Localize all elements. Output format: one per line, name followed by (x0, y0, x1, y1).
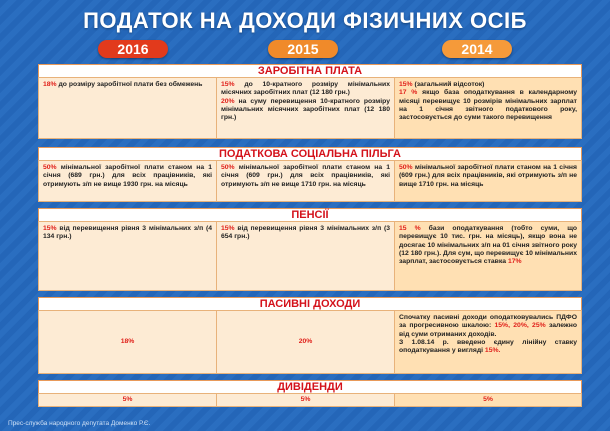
salary-2015 (217, 78, 395, 138)
benefit-2014 (395, 161, 581, 201)
year-badge-2015: 2015 (268, 40, 338, 58)
salary-2014-text-2: якщо база оподаткування в календарному місяці перевищує 10 розмірів мінімальних зарплат на 1 січня звітного податкового року, застосовується до суми такого перевищення (399, 89, 577, 122)
dividends-2015-rate: 5% (300, 395, 311, 403)
pensions-2014-rate-1: 15 % (399, 225, 421, 232)
section-passive-income-body (38, 310, 582, 374)
dividends-2016 (39, 394, 217, 406)
salary-2016-text: до розміру заробітної плати без обмежень (56, 81, 203, 88)
salary-2016 (39, 78, 217, 138)
pensions-2016 (39, 222, 217, 290)
passive-2014-text-2: залежно від суми отриманих доходів. (399, 322, 578, 338)
passive-2014-text-1: Спочатку пасивні доходи оподатковувались ПДФО за прогресивною шкалою: (399, 314, 577, 330)
pensions-2015 (217, 222, 395, 290)
pensions-2014 (395, 222, 581, 290)
benefit-2016-rate: 50% (43, 164, 57, 171)
passive-2015 (217, 311, 395, 373)
salary-2014-rate-2: 17 % (399, 89, 418, 97)
benefit-2015 (217, 161, 395, 201)
dividends-2014-rate: 5% (483, 395, 493, 403)
benefit-2014-text: мінімальної заробітної плати станом на 1 січня (609 грн.) для всіх працівників, які отримують з/п не вище 1710 грн. на місяць (399, 164, 577, 188)
benefit-2014-rate: 50% (399, 164, 413, 171)
pensions-2015-rate: 15% (221, 225, 235, 232)
passive-2014-rate-3: 15%. (484, 347, 501, 355)
passive-2014-text-3: З 1.08.14 р. введено єдину лінійну ставку оподаткування у вигляді (399, 338, 577, 355)
salary-2014 (395, 78, 581, 138)
salary-2014-rate-1: 15% (399, 81, 413, 88)
year-badge-2014: 2014 (442, 40, 512, 58)
pensions-2015-text: від перевищення рівня 3 мінімальних з/п (3 654 грн.) (221, 225, 390, 241)
salary-2016-rate: 18% (43, 81, 57, 88)
passive-2015-rate: 20% (298, 337, 313, 345)
footer-credit: Прес-служба народного депутата Доменко Р.Є. (8, 420, 151, 427)
pensions-2014-text: бази оподаткування (тобто суми, що перевищує 10 тис. грн. на місяць), якщо вона не досягає 10 мінімальних з/п на 01 січня звітного року (12 180 грн.). Для сум, що перевищує 10 мінімальних зарплат, застосовується ставка (399, 225, 577, 266)
benefit-2015-rate: 50% (221, 164, 235, 171)
dividends-2015 (217, 394, 395, 406)
section-salary-title: ЗАРОБІТНА ПЛАТА (38, 64, 582, 78)
pensions-2016-text: від перевищення рівня 3 мінімальних з/п (4 134 грн.) (43, 225, 212, 241)
section-pensions-title: ПЕНСІЇ (38, 208, 582, 222)
pensions-2016-rate: 15% (43, 225, 57, 232)
section-dividends-title: ДИВІДЕНДИ (38, 380, 582, 394)
section-salary-body (38, 77, 582, 139)
benefit-2015-text: мінімальної заробітної плати станом на 1 січня (609 грн.) для всіх працівників, які отримують з/п не вище 1710 грн. на місяць (221, 164, 390, 188)
benefit-2016 (39, 161, 217, 201)
salary-2015-text-2: на суму перевищення 10-кратного розміру мінімальних місячних заробітних плат (12 180 грн.) (221, 97, 390, 122)
passive-2014 (395, 311, 581, 373)
passive-2016 (39, 311, 217, 373)
section-tax-benefit-body (38, 160, 582, 202)
pensions-2014-rate-2: 17% (507, 258, 522, 266)
dividends-2016-rate: 5% (122, 395, 133, 403)
salary-2014-text-1: (загальний відсоток) (412, 81, 485, 88)
year-badge-2016: 2016 (98, 40, 168, 58)
salary-2015-text-1: до 10-кратного розміру мінімальних місячних заробітних плат (12 180 грн.) (221, 81, 390, 97)
dividends-2014 (395, 394, 581, 406)
section-pensions-body (38, 221, 582, 291)
section-dividends-body (38, 393, 582, 407)
benefit-2016-text: мінімальної заробітної плати станом на 1 січня (689 грн.) для всіх працівників, які отримують з/п не вище 1930 грн. на місяць (43, 164, 212, 188)
passive-2016-rate: 18% (120, 337, 135, 345)
page-title: ПОДАТОК НА ДОХОДИ ФІЗИЧНИХ ОСІБ (83, 8, 527, 33)
section-tax-benefit-title: ПОДАТКОВА СОЦІАЛЬНА ПІЛЬГА (38, 147, 582, 161)
salary-2015-rate-2: 20% (221, 97, 235, 105)
salary-2015-rate-1: 15% (221, 81, 235, 88)
section-passive-income-title: ПАСИВНІ ДОХОДИ (38, 297, 582, 311)
passive-2014-rates: 15%, 20%, 25% (494, 322, 546, 330)
